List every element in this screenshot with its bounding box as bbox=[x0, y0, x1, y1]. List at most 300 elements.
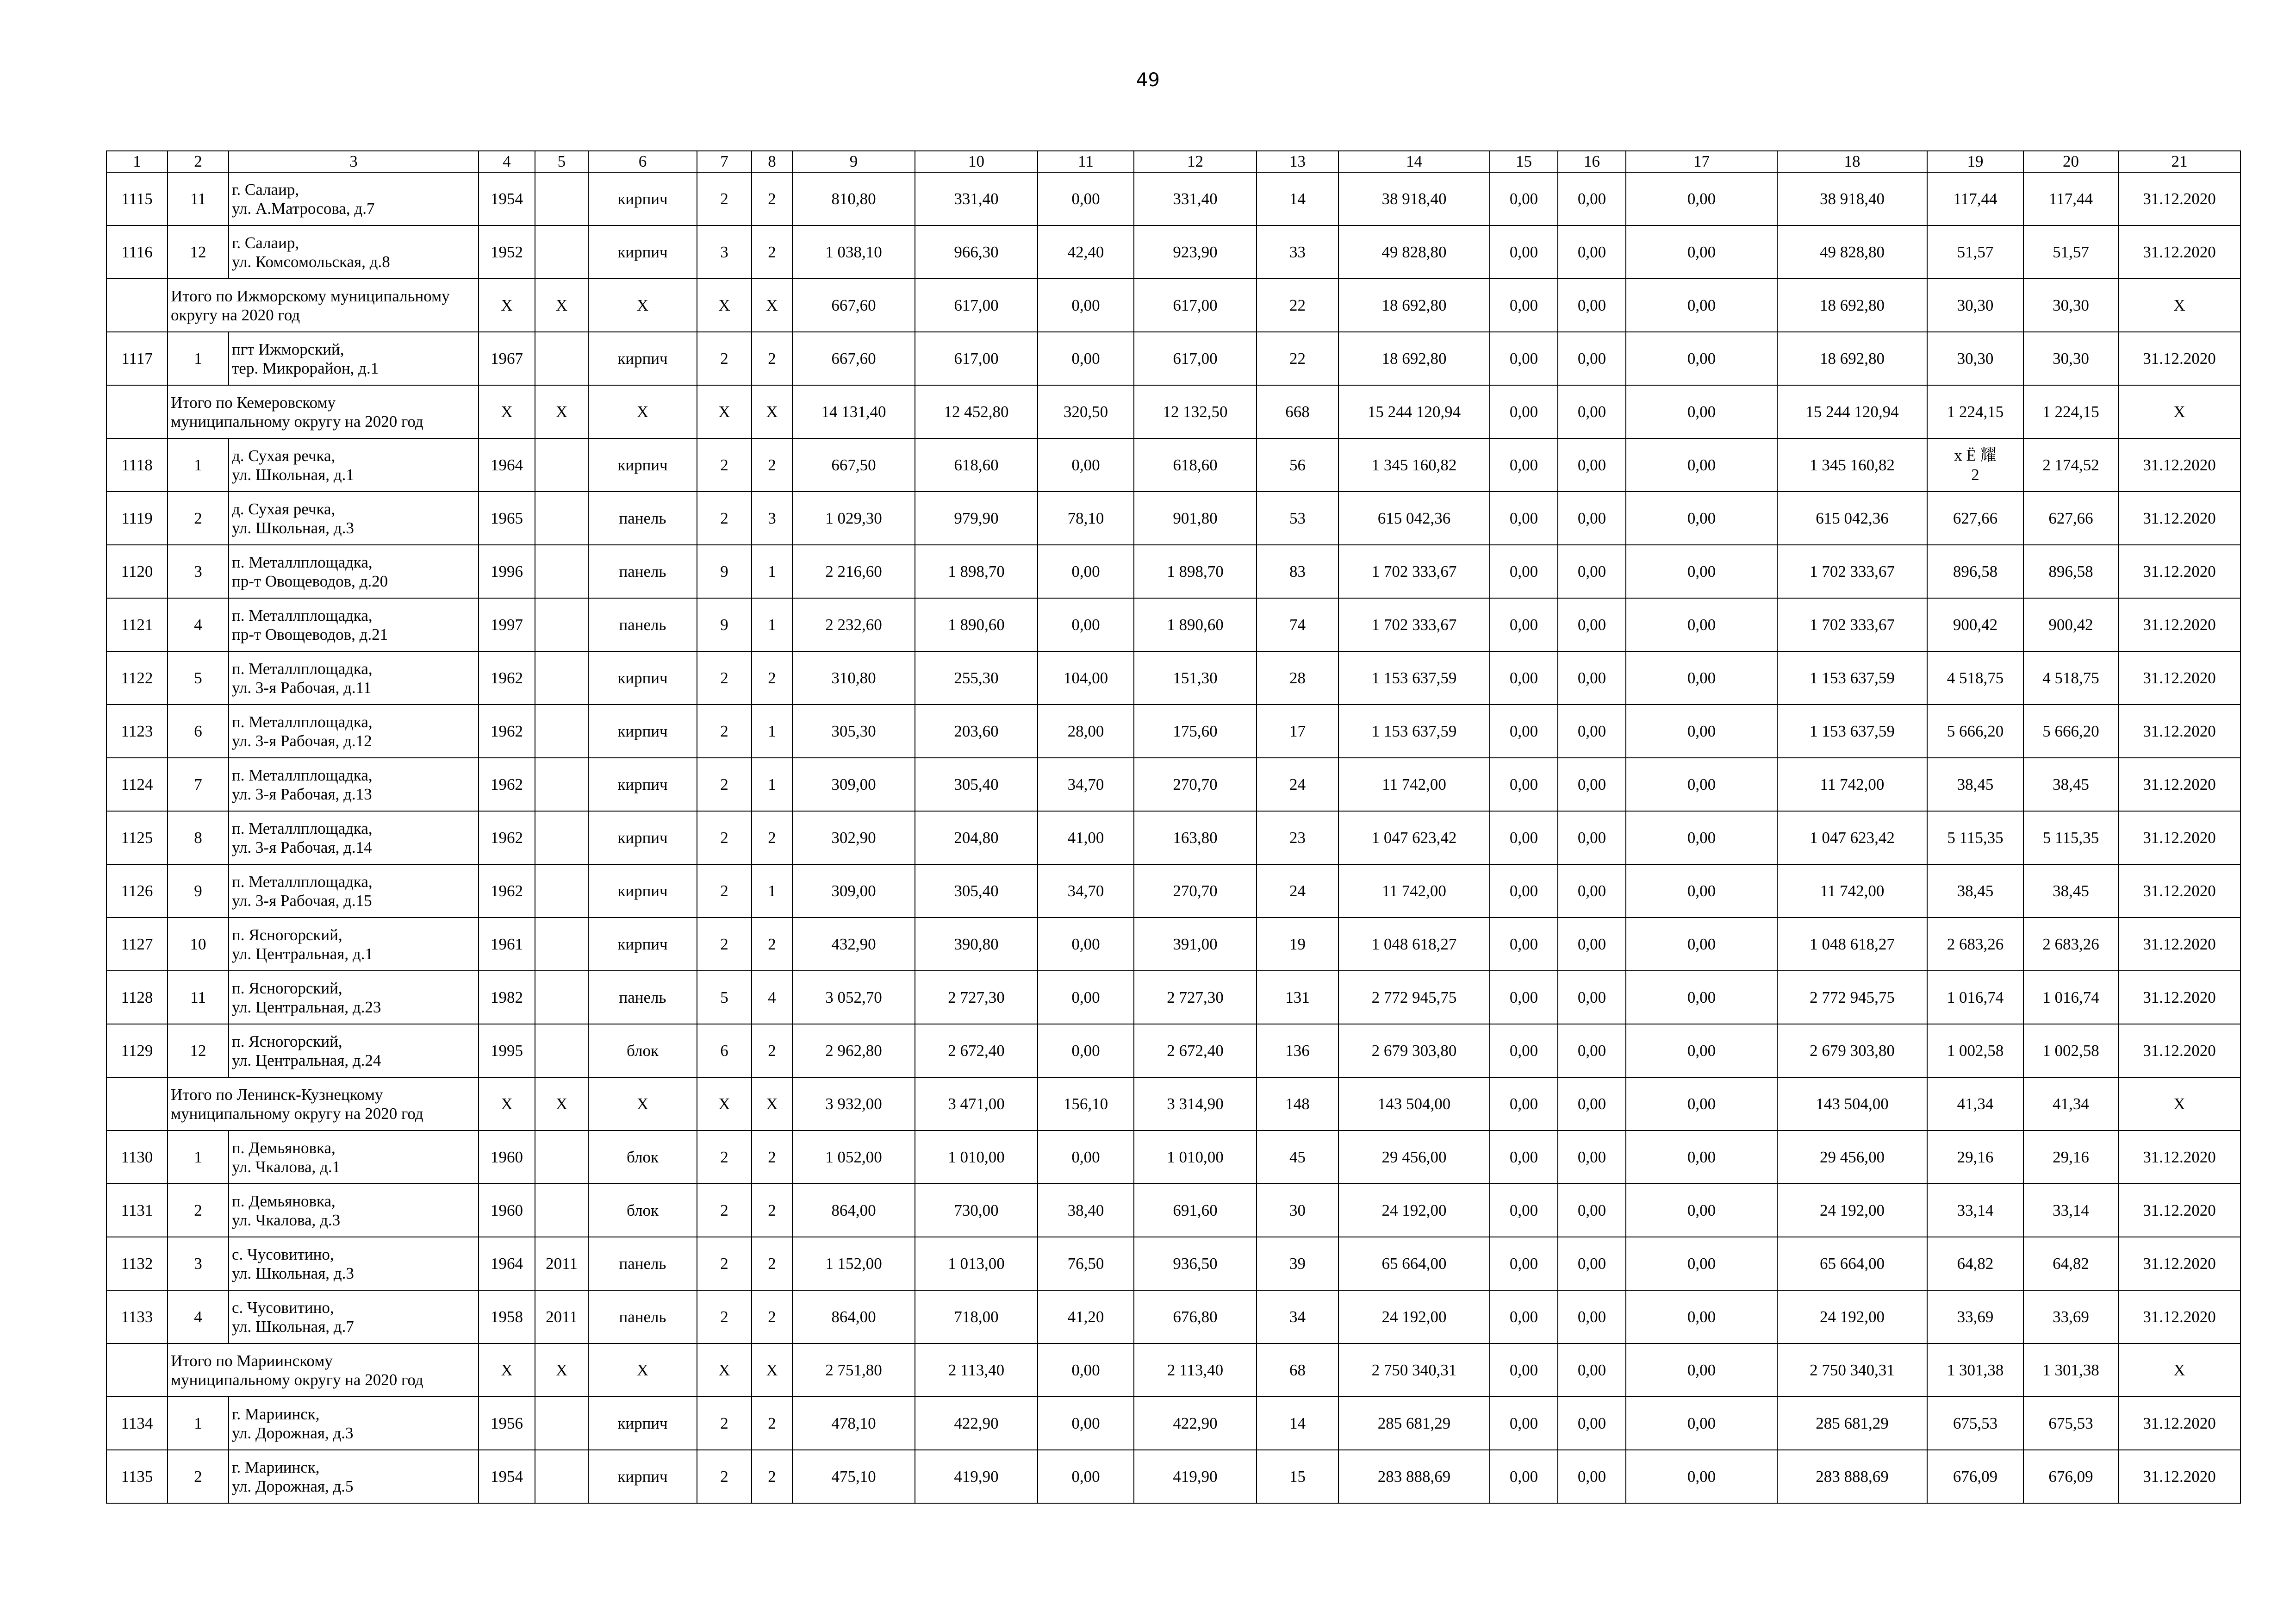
cell-text-line: пр-т Овощеводов, д.21 bbox=[232, 625, 388, 643]
table-cell: 2 bbox=[697, 1184, 752, 1237]
table-cell: 2 679 303,80 bbox=[1338, 1024, 1490, 1077]
table-cell bbox=[535, 1397, 588, 1450]
table-cell: 2 bbox=[752, 1237, 792, 1290]
table-cell: 2011 bbox=[535, 1237, 588, 1290]
table-cell: 30,30 bbox=[2023, 279, 2118, 332]
table-cell: 864,00 bbox=[792, 1184, 915, 1237]
table-cell: 2 727,30 bbox=[915, 971, 1038, 1024]
table-cell: 0,00 bbox=[1490, 1131, 1558, 1184]
table-cell: 0,00 bbox=[1558, 332, 1626, 385]
table-cell: 1129 bbox=[106, 1024, 168, 1077]
table-cell: 0,00 bbox=[1626, 918, 1777, 971]
table-cell: X bbox=[588, 385, 697, 438]
table-cell: 0,00 bbox=[1490, 1397, 1558, 1450]
table-cell: 31.12.2020 bbox=[2118, 545, 2240, 598]
table-cell: 270,70 bbox=[1134, 864, 1257, 918]
table-cell: 31.12.2020 bbox=[2118, 971, 2240, 1024]
table-cell bbox=[535, 172, 588, 225]
address-cell bbox=[229, 225, 479, 279]
table-cell: 15 244 120,94 bbox=[1777, 385, 1927, 438]
table-cell: X bbox=[479, 1343, 535, 1397]
table-cell: 24 192,00 bbox=[1777, 1184, 1927, 1237]
cell-text-line: ул. 3-я Рабочая, д.15 bbox=[232, 891, 372, 910]
table-cell: 667,60 bbox=[792, 279, 915, 332]
table-cell: 310,80 bbox=[792, 651, 915, 705]
cell-text-line: п. Металлплощадка, bbox=[232, 819, 373, 837]
table-cell: 2 772 945,75 bbox=[1777, 971, 1927, 1024]
table-row bbox=[106, 1450, 2240, 1503]
table-cell: 31.12.2020 bbox=[2118, 332, 2240, 385]
cell-text-line: ул. Школьная, д.3 bbox=[232, 1264, 354, 1282]
table-cell: 675,53 bbox=[1927, 1397, 2023, 1450]
table-cell: 0,00 bbox=[1038, 1131, 1134, 1184]
table-cell: 0,00 bbox=[1626, 651, 1777, 705]
table-cell: 1 bbox=[168, 1397, 229, 1450]
table-cell bbox=[106, 279, 168, 332]
cell-text-line: муниципальному округу на 2020 год bbox=[171, 1370, 423, 1389]
table-cell: 3 bbox=[168, 545, 229, 598]
column-number-header: 12 bbox=[1134, 151, 1257, 172]
table-cell: 1 013,00 bbox=[915, 1237, 1038, 1290]
table-cell: 0,00 bbox=[1038, 1450, 1134, 1503]
table-cell: 0,00 bbox=[1558, 1237, 1626, 1290]
table-cell: 4 518,75 bbox=[1927, 651, 2023, 705]
cell-text-line: п. Демьяновка, bbox=[232, 1192, 336, 1210]
table-cell: X bbox=[588, 1077, 697, 1131]
table-cell: 617,00 bbox=[1134, 332, 1257, 385]
table-cell: 9 bbox=[168, 864, 229, 918]
table-cell: 31.12.2020 bbox=[2118, 864, 2240, 918]
table-cell: 51,57 bbox=[2023, 225, 2118, 279]
cell-text-line: п. Ясногорский, bbox=[232, 1032, 342, 1050]
table-cell: 45 bbox=[1257, 1131, 1338, 1184]
table-cell: 2 727,30 bbox=[1134, 971, 1257, 1024]
table-cell: 0,00 bbox=[1626, 332, 1777, 385]
table-cell: 1 898,70 bbox=[1134, 545, 1257, 598]
table-cell: кирпич bbox=[588, 811, 697, 864]
table-cell: кирпич bbox=[588, 758, 697, 811]
table-cell: 34,70 bbox=[1038, 758, 1134, 811]
table-cell: 0,00 bbox=[1490, 225, 1558, 279]
table-cell: 12 132,50 bbox=[1134, 385, 1257, 438]
table-cell: 1 702 333,67 bbox=[1777, 598, 1927, 651]
table-cell: 1134 bbox=[106, 1397, 168, 1450]
table-cell: 0,00 bbox=[1626, 1397, 1777, 1450]
table-cell: панель bbox=[588, 545, 697, 598]
table-cell: 0,00 bbox=[1558, 438, 1626, 492]
table-cell bbox=[535, 438, 588, 492]
cell-text-line: п. Металлплощадка, bbox=[232, 553, 373, 571]
table-row bbox=[106, 1237, 2240, 1290]
table-cell: 38,45 bbox=[2023, 864, 2118, 918]
table-cell: 0,00 bbox=[1558, 598, 1626, 651]
table-cell: 2 216,60 bbox=[792, 545, 915, 598]
table-cell: 175,60 bbox=[1134, 705, 1257, 758]
table-cell: 2 772 945,75 bbox=[1338, 971, 1490, 1024]
table-cell: 74 bbox=[1257, 598, 1338, 651]
table-cell bbox=[106, 1077, 168, 1131]
table-cell: 285 681,29 bbox=[1777, 1397, 1927, 1450]
table-cell: 0,00 bbox=[1038, 279, 1134, 332]
table-cell: 29 456,00 bbox=[1777, 1131, 1927, 1184]
table-cell: 1 153 637,59 bbox=[1777, 651, 1927, 705]
table-cell: 0,00 bbox=[1490, 1237, 1558, 1290]
column-number-header: 2 bbox=[168, 151, 229, 172]
address-cell bbox=[229, 758, 479, 811]
table-row bbox=[106, 492, 2240, 545]
table-cell: 30,30 bbox=[1927, 332, 2023, 385]
table-cell: 1965 bbox=[479, 492, 535, 545]
table-cell: панель bbox=[588, 1290, 697, 1343]
table-cell: 1126 bbox=[106, 864, 168, 918]
cell-text-line: ул. Школьная, д.3 bbox=[232, 518, 354, 537]
table-cell: 864,00 bbox=[792, 1290, 915, 1343]
table-cell: X bbox=[697, 385, 752, 438]
table-cell: 391,00 bbox=[1134, 918, 1257, 971]
address-cell bbox=[229, 1184, 479, 1237]
table-cell: 0,00 bbox=[1038, 545, 1134, 598]
table-cell: 1 152,00 bbox=[792, 1237, 915, 1290]
table-cell bbox=[535, 1184, 588, 1237]
cell-text-line: ул. Дорожная, д.5 bbox=[232, 1477, 354, 1495]
table-row bbox=[106, 598, 2240, 651]
table-cell: 615 042,36 bbox=[1338, 492, 1490, 545]
table-cell: 0,00 bbox=[1626, 758, 1777, 811]
table-cell: 12 452,80 bbox=[915, 385, 1038, 438]
table-cell: 0,00 bbox=[1626, 225, 1777, 279]
table-cell: 331,40 bbox=[1134, 172, 1257, 225]
table-row bbox=[106, 1290, 2240, 1343]
address-cell bbox=[229, 918, 479, 971]
column-number-header: 6 bbox=[588, 151, 697, 172]
table-cell: 0,00 bbox=[1626, 1450, 1777, 1503]
table-cell: 22 bbox=[1257, 279, 1338, 332]
table-cell: 896,58 bbox=[1927, 545, 2023, 598]
table-cell: 76,50 bbox=[1038, 1237, 1134, 1290]
table-row bbox=[106, 971, 2240, 1024]
table-cell: 1 890,60 bbox=[1134, 598, 1257, 651]
table-cell: панель bbox=[588, 598, 697, 651]
table-cell: 31.12.2020 bbox=[2118, 1290, 2240, 1343]
table-cell: 1967 bbox=[479, 332, 535, 385]
table-cell: 0,00 bbox=[1558, 1343, 1626, 1397]
table-cell: 33,69 bbox=[2023, 1290, 2118, 1343]
cell-text-line: г. Салаир, bbox=[232, 233, 299, 252]
column-number-header-row bbox=[106, 151, 2240, 172]
table-cell: 38,45 bbox=[1927, 758, 2023, 811]
table-cell: 143 504,00 bbox=[1338, 1077, 1490, 1131]
table-cell: 3 314,90 bbox=[1134, 1077, 1257, 1131]
cell-text-line: ул. Школьная, д.7 bbox=[232, 1317, 354, 1336]
table-cell: 2 bbox=[697, 918, 752, 971]
table-cell bbox=[535, 864, 588, 918]
cell-text-line: п. Демьяновка, bbox=[232, 1138, 336, 1157]
table-cell: 617,00 bbox=[915, 332, 1038, 385]
table-cell: 1116 bbox=[106, 225, 168, 279]
table-cell: 3 bbox=[752, 492, 792, 545]
table-cell: 38 918,40 bbox=[1338, 172, 1490, 225]
table-cell: 14 bbox=[1257, 172, 1338, 225]
table-cell: 1964 bbox=[479, 1237, 535, 1290]
table-cell: 1962 bbox=[479, 758, 535, 811]
table-cell: X bbox=[479, 1077, 535, 1131]
table-cell: 117,44 bbox=[1927, 172, 2023, 225]
table-cell: 0,00 bbox=[1626, 385, 1777, 438]
table-cell: 1 bbox=[752, 758, 792, 811]
table-cell: 18 692,80 bbox=[1777, 279, 1927, 332]
table-cell: панель bbox=[588, 1237, 697, 1290]
table-cell: 1958 bbox=[479, 1290, 535, 1343]
table-cell: 143 504,00 bbox=[1777, 1077, 1927, 1131]
table-cell: 1 bbox=[752, 864, 792, 918]
table-cell: 1 224,15 bbox=[2023, 385, 2118, 438]
table-cell: 691,60 bbox=[1134, 1184, 1257, 1237]
table-cell: 0,00 bbox=[1558, 705, 1626, 758]
table-cell: 15 bbox=[1257, 1450, 1338, 1503]
address-cell bbox=[229, 864, 479, 918]
table-cell: 0,00 bbox=[1626, 705, 1777, 758]
table-cell: 83 bbox=[1257, 545, 1338, 598]
table-cell: 5 666,20 bbox=[1927, 705, 2023, 758]
table-cell: 2 683,26 bbox=[1927, 918, 2023, 971]
table-cell: 0,00 bbox=[1038, 1343, 1134, 1397]
district-total-label bbox=[168, 1343, 479, 1397]
table-cell: 2 bbox=[752, 1450, 792, 1503]
cell-text-line: Итого по Ижморскому муниципальному bbox=[171, 287, 450, 305]
table-cell: 618,60 bbox=[915, 438, 1038, 492]
table-cell: 966,30 bbox=[915, 225, 1038, 279]
table-cell: 1 345 160,82 bbox=[1338, 438, 1490, 492]
table-cell: 10 bbox=[168, 918, 229, 971]
cell-text-line: д. Сухая речка, bbox=[232, 446, 336, 465]
table-cell: блок bbox=[588, 1024, 697, 1077]
table-cell: 2 bbox=[697, 172, 752, 225]
table-cell: 24 bbox=[1257, 864, 1338, 918]
table-cell: 1133 bbox=[106, 1290, 168, 1343]
table-cell: 0,00 bbox=[1626, 971, 1777, 1024]
table-cell: X bbox=[479, 279, 535, 332]
cell-text-line: ул. 3-я Рабочая, д.13 bbox=[232, 785, 372, 803]
table-cell: 11 bbox=[168, 172, 229, 225]
table-cell bbox=[535, 651, 588, 705]
column-number-header: 20 bbox=[2023, 151, 2118, 172]
address-cell bbox=[229, 1024, 479, 1077]
column-number-header: 21 bbox=[2118, 151, 2240, 172]
cell-text-line: ул. Школьная, д.1 bbox=[232, 465, 354, 484]
table-cell: 2 113,40 bbox=[915, 1343, 1038, 1397]
table-cell: 1125 bbox=[106, 811, 168, 864]
cell-text-line: ул. Чкалова, д.1 bbox=[232, 1157, 341, 1176]
table-cell: 309,00 bbox=[792, 758, 915, 811]
table-cell: 6 bbox=[168, 705, 229, 758]
table-cell bbox=[535, 492, 588, 545]
table-cell: 38,45 bbox=[1927, 864, 2023, 918]
table-cell: 0,00 bbox=[1558, 918, 1626, 971]
table-cell: 49 828,80 bbox=[1338, 225, 1490, 279]
table-cell: 41,34 bbox=[2023, 1077, 2118, 1131]
table-cell: 14 bbox=[1257, 1397, 1338, 1450]
table-cell: 2 750 340,31 bbox=[1338, 1343, 1490, 1397]
table-cell: 1960 bbox=[479, 1184, 535, 1237]
table-cell: 3 bbox=[168, 1237, 229, 1290]
table-cell: 1 898,70 bbox=[915, 545, 1038, 598]
table-cell bbox=[535, 598, 588, 651]
table-cell: 478,10 bbox=[792, 1397, 915, 1450]
table-cell: 17 bbox=[1257, 705, 1338, 758]
table-cell: 0,00 bbox=[1626, 279, 1777, 332]
table-cell: 2 bbox=[697, 332, 752, 385]
table-cell: 2 bbox=[697, 758, 752, 811]
table-cell: 309,00 bbox=[792, 864, 915, 918]
table-cell: 617,00 bbox=[1134, 279, 1257, 332]
table-cell: 3 052,70 bbox=[792, 971, 915, 1024]
table-cell: 0,00 bbox=[1626, 172, 1777, 225]
table-row bbox=[106, 1184, 2240, 1237]
table-cell: 31.12.2020 bbox=[2118, 918, 2240, 971]
table-cell: 627,66 bbox=[1927, 492, 2023, 545]
table-cell: 2 bbox=[697, 705, 752, 758]
column-number-header: 15 bbox=[1490, 151, 1558, 172]
table-cell: кирпич bbox=[588, 705, 697, 758]
address-cell bbox=[229, 1290, 479, 1343]
address-cell bbox=[229, 598, 479, 651]
address-cell bbox=[229, 438, 479, 492]
table-cell: 1 bbox=[752, 598, 792, 651]
table-cell: X bbox=[479, 385, 535, 438]
table-cell: 0,00 bbox=[1626, 1077, 1777, 1131]
table-cell: X bbox=[535, 279, 588, 332]
cell-text-line: п. Металлплощадка, bbox=[232, 712, 373, 731]
cell-text-line: муниципальному округу на 2020 год bbox=[171, 1104, 423, 1123]
table-cell: 676,09 bbox=[2023, 1450, 2118, 1503]
table-cell: блок bbox=[588, 1131, 697, 1184]
cell-text-line: Итого по Ленинск-Кузнецкому bbox=[171, 1085, 383, 1104]
table-cell: 2 672,40 bbox=[1134, 1024, 1257, 1077]
table-cell: 2 bbox=[168, 1450, 229, 1503]
table-cell: 1 bbox=[168, 332, 229, 385]
table-cell: 0,00 bbox=[1038, 332, 1134, 385]
table-cell: 34,70 bbox=[1038, 864, 1134, 918]
cell-text-line: Итого по Кемеровскому bbox=[171, 393, 336, 412]
table-cell: 0,00 bbox=[1038, 1024, 1134, 1077]
table-cell: 419,90 bbox=[915, 1450, 1038, 1503]
table-cell: 979,90 bbox=[915, 492, 1038, 545]
table-cell: 53 bbox=[1257, 492, 1338, 545]
table-cell: 11 742,00 bbox=[1777, 864, 1927, 918]
table-cell: 1135 bbox=[106, 1450, 168, 1503]
table-cell: 1123 bbox=[106, 705, 168, 758]
table-cell: 1 153 637,59 bbox=[1338, 705, 1490, 758]
table-cell: 923,90 bbox=[1134, 225, 1257, 279]
table-cell: 1956 bbox=[479, 1397, 535, 1450]
table-cell: 2 bbox=[697, 1131, 752, 1184]
table-cell: 2 750 340,31 bbox=[1777, 1343, 1927, 1397]
table-cell: 31.12.2020 bbox=[2118, 705, 2240, 758]
table-cell: 4 bbox=[168, 598, 229, 651]
table-cell: 0,00 bbox=[1490, 758, 1558, 811]
table-cell: 618,60 bbox=[1134, 438, 1257, 492]
table-cell: 0,00 bbox=[1490, 864, 1558, 918]
address-cell bbox=[229, 1397, 479, 1450]
table-cell: 0,00 bbox=[1626, 545, 1777, 598]
table-cell: 2 bbox=[752, 1024, 792, 1077]
cell-text-line: ул. Комсомольская, д.8 bbox=[232, 252, 390, 271]
table-cell: 31.12.2020 bbox=[2118, 438, 2240, 492]
table-cell: X bbox=[2118, 1077, 2240, 1131]
table-cell: 0,00 bbox=[1626, 1343, 1777, 1397]
table-cell: 78,10 bbox=[1038, 492, 1134, 545]
table-row bbox=[106, 1397, 2240, 1450]
table-cell: кирпич bbox=[588, 438, 697, 492]
table-cell: 1962 bbox=[479, 864, 535, 918]
table-cell: 1982 bbox=[479, 971, 535, 1024]
table-cell: 0,00 bbox=[1490, 1077, 1558, 1131]
district-total-row bbox=[106, 385, 2240, 438]
address-cell bbox=[229, 172, 479, 225]
table-cell bbox=[535, 971, 588, 1024]
table-cell bbox=[106, 1343, 168, 1397]
table-cell: 1124 bbox=[106, 758, 168, 811]
cell-text-line: п. Металлплощадка, bbox=[232, 766, 373, 784]
table-cell: 331,40 bbox=[915, 172, 1038, 225]
table-cell: 31.12.2020 bbox=[2118, 651, 2240, 705]
table-cell: 163,80 bbox=[1134, 811, 1257, 864]
table-cell: 31.12.2020 bbox=[2118, 1024, 2240, 1077]
table-cell bbox=[535, 1024, 588, 1077]
table-cell: 5 666,20 bbox=[2023, 705, 2118, 758]
table-cell: 2 bbox=[752, 332, 792, 385]
table-cell: 0,00 bbox=[1490, 438, 1558, 492]
column-number-header: 5 bbox=[535, 151, 588, 172]
table-cell: X bbox=[697, 1343, 752, 1397]
table-cell: 2 bbox=[697, 492, 752, 545]
table-cell: 18 692,80 bbox=[1338, 279, 1490, 332]
table-cell: 65 664,00 bbox=[1338, 1237, 1490, 1290]
table-cell bbox=[535, 811, 588, 864]
table-cell: 1131 bbox=[106, 1184, 168, 1237]
table-cell: 24 192,00 bbox=[1777, 1290, 1927, 1343]
table-cell: 33,69 bbox=[1927, 1290, 2023, 1343]
table-cell bbox=[1927, 438, 2023, 492]
table-cell: 1 bbox=[752, 705, 792, 758]
table-cell: 31.12.2020 bbox=[2118, 758, 2240, 811]
table-cell: 0,00 bbox=[1626, 438, 1777, 492]
table-cell: 8 bbox=[168, 811, 229, 864]
address-cell bbox=[229, 1450, 479, 1503]
table-cell: 24 192,00 bbox=[1338, 1290, 1490, 1343]
table-cell: 1132 bbox=[106, 1237, 168, 1290]
cell-text-line: ул. Дорожная, д.3 bbox=[232, 1424, 354, 1442]
table-cell bbox=[535, 225, 588, 279]
table-cell: 896,58 bbox=[2023, 545, 2118, 598]
cell-text-line: д. Сухая речка, bbox=[232, 500, 336, 518]
table-cell: 2 bbox=[752, 225, 792, 279]
table-cell: 2 174,52 bbox=[2023, 438, 2118, 492]
cell-text-line: ул. Центральная, д.1 bbox=[232, 944, 373, 963]
table-cell: 0,00 bbox=[1558, 811, 1626, 864]
table-cell: 38,40 bbox=[1038, 1184, 1134, 1237]
table-cell: 41,34 bbox=[1927, 1077, 2023, 1131]
table-cell: 2 bbox=[752, 918, 792, 971]
cell-text-line: тер. Микрорайон, д.1 bbox=[232, 359, 379, 377]
table-cell: X bbox=[2118, 1343, 2240, 1397]
address-cell bbox=[229, 332, 479, 385]
table-cell: 320,50 bbox=[1038, 385, 1134, 438]
cell-text-line: ул. 3-я Рабочая, д.11 bbox=[232, 678, 372, 697]
table-cell: 2 bbox=[752, 1397, 792, 1450]
address-cell bbox=[229, 705, 479, 758]
cell-text-line: г. Салаир, bbox=[232, 180, 299, 199]
